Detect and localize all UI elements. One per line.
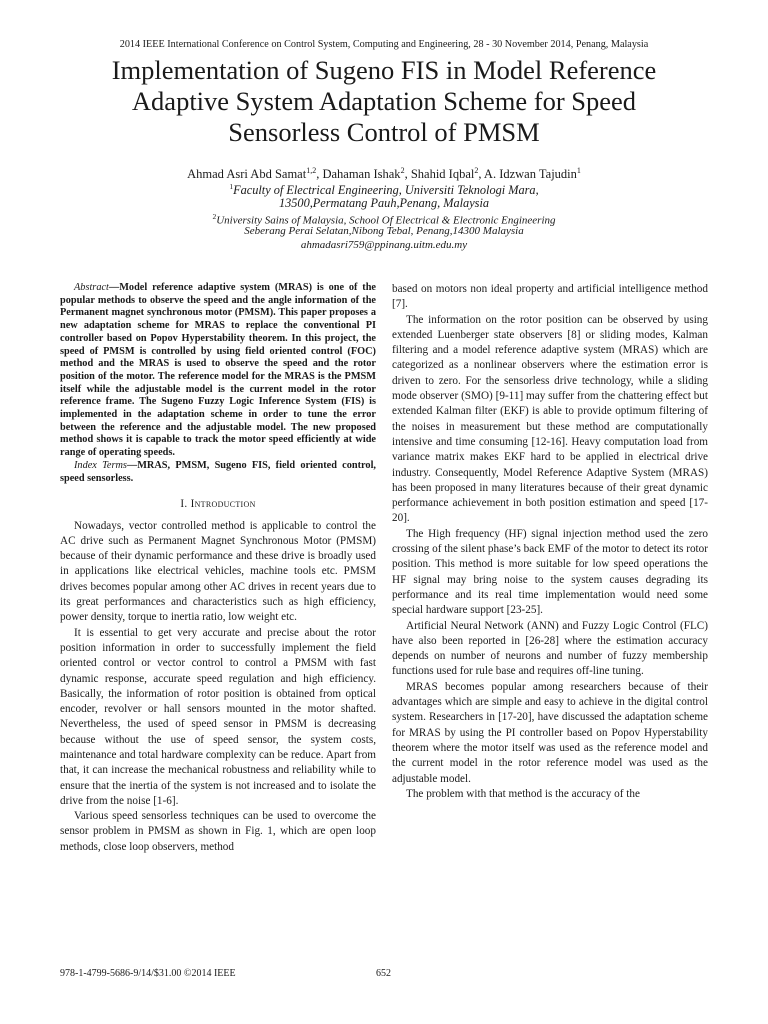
abstract-lead: Abstract <box>74 282 109 293</box>
page-number: 652 <box>376 968 391 979</box>
author-affiliation-mark: 1 <box>576 166 581 175</box>
index-terms <box>60 460 376 485</box>
affiliation-mark: 1 <box>229 182 234 191</box>
author-email: ahmadasri759@ppinang.uitm.edu.my <box>300 239 468 251</box>
author-separator: , <box>478 167 484 182</box>
author-separator: , <box>316 167 323 182</box>
body-paragraph: The High frequency (HF) signal injection method used the zero crossing of the silent phase’s back EMF of the motor to detect its rotor position. This method is more suitable for low speed operations the HF signal may bring noise to the system causes degrading its performance and its real time implementation would need some special hardware support [23-25]. <box>392 527 708 617</box>
body-paragraph: Artificial Neural Network (ANN) and Fuzzy Logic Control (FLC) have also been reported in [26-28] where the estimation accuracy depends on number of neurons and number of fuzzy membership functions used for rule base and requires off-line tuning. <box>392 619 708 678</box>
affiliation-mark: 2 <box>212 212 217 221</box>
copyright-footer: 978-1-4799-5686-9/14/$31.00 ©2014 IEEE <box>60 968 236 979</box>
author-name: Ahmad Asri Abd Samat <box>187 167 307 182</box>
paper-title: Implementation of Sugeno FIS in Model Reference Adaptive System Adaptation Scheme for Speed Sensorless Control of PMSM <box>111 55 657 147</box>
affiliation-1-line-2: 13500,Permatang Pauh,Penang, Malaysia <box>278 196 490 210</box>
index-terms-lead: Index Terms <box>74 459 127 471</box>
author-name: A. Idzwan Tajudin <box>483 167 577 182</box>
section-heading-introduction <box>60 497 376 512</box>
affiliation-text: University Sains of Malaysia, School Of Electrical & Electronic Engineering <box>216 214 556 227</box>
index-terms-text: —MRAS, PMSM, Sugeno FIS, field oriented control, speed sensorless. <box>60 459 377 484</box>
abstract-text: —Model reference adaptive system (MRAS) is one of the popular methods to observe the speed and the angle information of the Permanent magnet synchronous motor (PMSM). This paper proposes a new adaptation scheme for MRAS to replace the conventional PI controller based on Popov Hyperstability theorem. In this project, the speed of PMSM is controlled by using field oriented control (FOC) method and the MRAS is used to observe the speed and the rotor position of the motor. The reference model for the MRAS is the PMSM itself while the adjustable model is the current model in the rotor reference frame. The Sugeno Fuzzy Logic Inference System (FIS) is implemented in the adaptation scheme in order to tune the error between the reference and the adjustable model. The new proposed method shows it is capable to track the motor speed efficiently at wide range of operating speeds. <box>60 282 376 459</box>
author-separator: , <box>404 167 411 182</box>
section-number: I. <box>180 498 188 511</box>
body-paragraph: Nowadays, vector controlled method is applicable to control the AC drive such as Permanent Magnet Synchronous Motor (PMSM) because of their dynamic performance and these drive is broadly used in applications like electrical vehicles, machine tools etc. PMSM drives becomes popular among other AC drives in recent years due to its great performances and characteristics such as high efficiency, power density, torque to inertia ratio, low weight etc. <box>60 519 376 624</box>
affiliation-text: Faculty of Electrical Engineering, Universiti Teknologi Mara, <box>233 183 539 198</box>
right-column <box>392 282 708 802</box>
author-affiliation-mark: 1,2 <box>306 166 317 175</box>
body-paragraph: based on motors non ideal property and artificial intelligence method [7]. <box>392 283 708 311</box>
author-affiliation-mark: 2 <box>400 166 405 175</box>
body-paragraph: MRAS becomes popular among researchers because of their advantages which are simple and easy to achieve in the digital control system. Researchers in [17-20], have discussed the adaptation scheme for MRAS by using the PI controller based on Popov Hyperstability theorem where the motor itself was used as the reference model and the current model in the rotor reference model was used as the adjustable model. <box>392 680 708 785</box>
conference-header: 2014 IEEE International Conference on Control System, Computing and Engineering, 28 - 30 November 2014, Penang, Malaysia <box>119 39 649 50</box>
body-paragraph: The problem with that method is the accuracy of the <box>406 787 640 800</box>
author-name: Dahaman Ishak <box>322 167 401 182</box>
body-paragraph: It is essential to get very accurate and precise about the rotor position information in order to successfully implement the field oriented control or vector control to control a PMSM with fast dynamic response, accurate speed regulation and high efficiency. Basically, the information of rotor position is obtained from optical encoder, revolver or hall sensors mounted in the motor shafted. Nevertheless, the used of speed sensor in PMSM is decreasing because without the use of speed sensor, the system costs, maintenance and total hardware complexity can be reduce. Apart from that, it can increase the mechanical robustness and reliability while to ensure that the inertia of the system is not increased and to isolate the drive from the noise [1-6]. <box>60 626 376 807</box>
author-name: Shahid Iqbal <box>410 167 475 182</box>
body-paragraph: The information on the rotor position can be observed by using extended Luenberger state observers [8] or sliding modes, Kalman filtering and a model reference adaptive system (MRAS) which are categorized as a nonlinear observers where the estimation error is driven to zero. For the sensorless drive technology, while a sliding mode observer (SMO) [9-11] may suffer from the chattering effect but extended Kalman filter (EKF) is able to provide optimum filtering of the noises in measurement but these method are computationally intensive and time consuming [12-16]. Heavy computation load from variance matrix makes EKF hard to be applied in electrical drive industry. Consequently, Model Reference Adaptive System (MRAS) has been proposed in many literatures because of their great dynamic performance achievement in both position estimation and speed [17-20]. <box>392 313 708 525</box>
left-column <box>60 282 376 855</box>
body-paragraph: Various speed sensorless techniques can be used to overcome the sensor problem in PMSM as shown in Fig. 1, which are open loop methods, close loop observers, method <box>60 810 376 853</box>
abstract <box>60 282 376 460</box>
affiliation-2-line-2: Seberang Perai Selatan,Nibong Tebal, Penang,14300 Malaysia <box>244 225 524 237</box>
author-affiliation-mark: 2 <box>474 166 479 175</box>
section-title: Introduction <box>190 498 256 511</box>
